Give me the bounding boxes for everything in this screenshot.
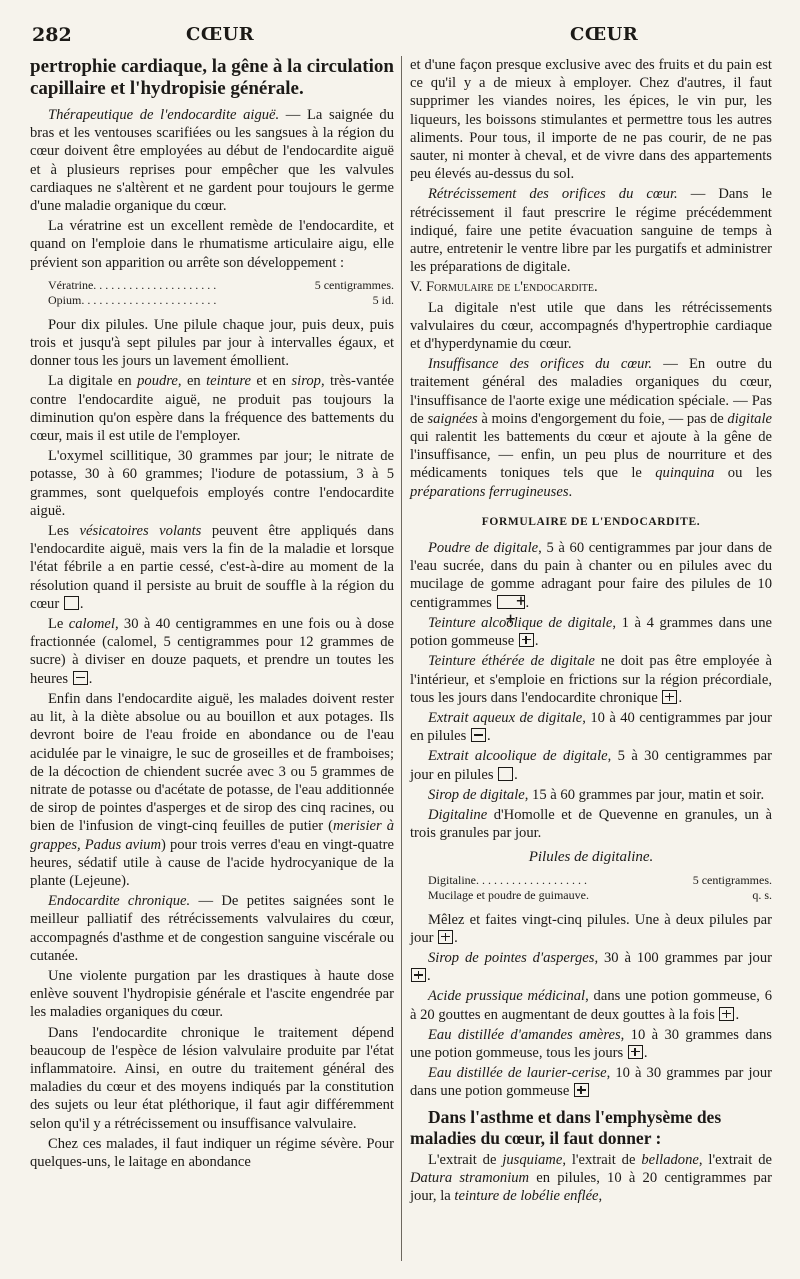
formula-digitalis-tincture: Teinture alcoolique de digitale, 1 à 4 grammes dans une potion gommeuse . (410, 614, 772, 650)
double-plus-icon (497, 595, 525, 609)
section-head: Rétrécissement des orifices du cœur. (428, 186, 678, 203)
formula-digitaline: Digitaline d'Homolle et de Quevenne en granules, un à trois granules par jour. (410, 806, 772, 842)
square-plus-icon (719, 1007, 734, 1021)
formula-alcoholic-extract: Extrait alcoolique de digitale, 5 à 30 centigrammes par jour en pilules . (410, 748, 772, 783)
formula-syrup: Sirop de digitale, 15 à 60 grammes par jour, matin et soir. (428, 786, 765, 803)
paragraph-insufficiency: Insuffisance des orifices du cœur. — En outre du traitement général des maladies organiques du cœur, l'insuffisance de l'aorte exige une médication spéciale. — Pas de saignées à moins d'engorgement du foie, — pas de digitale qui ralentit les battements du cœur et ajoute à la gêne de l'insuffisance, — enfin, un peu plus de nourriture et des médicaments toniques tels que le quinquina ou les préparations ferrugineuses. (410, 356, 772, 500)
prescription-line: Opium. . . . . . . . . . . . . . . . . . . . . . . 5 id. (48, 292, 394, 307)
formula-digitalis-powder: Poudre de digitale, 5 à 60 centigrammes par jour dans de l'eau sucrée, dans du pain à chanter ou en pilules avec du mucilage de gomme adragant pour faire des pilules de 10 centigrammes + + . (410, 539, 772, 612)
prescription-line: Vératrine. . . . . . . . . . . . . . . . . . . . . 5 centigrammes. (48, 277, 394, 292)
pills-title: Pilules de digitaline. (528, 849, 654, 866)
square-symbol-icon (498, 767, 513, 781)
paragraph-pills: Pour dix pilules. Une pilule chaque jour, puis deux, puis trois et jusqu'à sept pilules par jour à intervalles égaux, et donner tous les jours un lavement émollient. (30, 316, 394, 370)
paragraph-chronic-treatment: Dans l'endocardite chronique le traitement dépend beaucoup de l'espèce de lésion valvulaire produite par l'état inflammatoire. Ainsi, en outre du traitement général des maladies du cœur et des moyens indiqués par la constitution des sujets ou leur état pléthorique, il faut agir différemment selon qu'il y a rétrécissement ou insuffisance valvulaire. (30, 1024, 394, 1132)
paragraph-veratrine: La vératrine est un excellent remède de l'endocardite, et quand on l'emploie dans le rhumatisme articulaire aigu, elle prévient son apparition ou arrête son développement : (30, 218, 394, 271)
formula-laurel-water: Eau distillée de laurier-cerise, 10 à 30 grammes par jour dans une potion gommeuse (410, 1065, 772, 1100)
formula-asparagus: Sirop de pointes d'asperges, 30 à 100 grammes par jour . (410, 949, 772, 985)
formula-aqueous-extract: Extrait aqueux de digitale, 10 à 40 centigrammes par jour en pilules . (410, 709, 773, 745)
asthma-heading: Dans l'asthme et dans l'emphysème des maladies du cœur, il faut donner : (410, 1106, 722, 1148)
right-column (410, 56, 772, 1207)
paragraph-regime-cont: et d'une façon presque exclusive avec des fruits et du pain est ce qu'il y a de mieux à employer. Chez d'autres, il faut supprimer les viandes noires, les épices, le vin pur, les liqueurs, les boissons stimulantes et permettre tous les autres aliments. Pour tous, il importe de ne pas courir, de ne pas sauter, ni monter à cheval, et de vivre dans des appartements peu élevés au-dessus du sol. (410, 57, 772, 183)
paragraph-regime: Chez ces malades, il faut indiquer un régime sévère. Pour quelques-uns, le laitage en abondance (30, 1135, 394, 1170)
square-plus-icon (519, 633, 534, 647)
paragraph-chronic: Endocardite chronique. — De petites saignées sont le meilleur palliatif des rétrécissements valvulaires du cœur, accompagnés d'asthme et de congestion sanguine viscérale ou cutanée. (30, 893, 394, 964)
prescription-digitaline (428, 873, 772, 903)
square-minus-icon (73, 671, 88, 685)
continued-heading: pertrophie cardiaque, la gêne à la circulation capillaire et l'hydropisie générale. (30, 56, 394, 99)
paragraph-digitalis: La digitale en poudre, en teinture et en sirop, très-vantée contre l'endocardite aiguë, ne produit pas toujours la diminution qu'on espère dans la fréquence des battements du cœur, mais il est utile de l'employer. (30, 373, 394, 445)
paragraph-purgation: Une violente purgation par les drastiques à haute dose enlève souvent l'hydropisie générale et l'ascite engendrée par les maladies organiques du cœur. (30, 967, 394, 1021)
formulary-heading: FORMULAIRE DE L'ENDOCARDITE. (481, 515, 701, 528)
running-header (0, 24, 800, 54)
paragraph-acute-therapy: Thérapeutique de l'endocardite aiguë. — La saignée du bras et les ventouses scarifiées ou les sangsues à la région du cœur doivent être employées au début de l'endocardite aiguë et à plusieurs reprises pour empêcher que les valvules cardiaques ne s'altèrent et ne gardent pour toujours le germe d'une maladie organique du cœur. (30, 107, 394, 215)
square-symbol-icon (64, 596, 79, 610)
square-plus-icon (438, 930, 453, 944)
paragraph-digitalis-use: La digitale n'est utile que dans les rétrécissements valvulaires du cœur, accompagnés d'hypertrophie cardiaque et d'hyperdynamie du cœur. (410, 299, 772, 353)
section-heading-v: V. Formulaire de l'endocardite. (410, 279, 598, 296)
formula-ether-tincture: Teinture éthérée de digitale ne doit pas être employée à l'intérieur, et s'emploie en frictions sur la région précordiale, tous les jours dans l'endocardite chronique . (410, 653, 772, 706)
formula-prussic-acid: Acide prussique médicinal, dans une potion gommeuse, 6 à 20 gouttes en augmentant de deux gouttes à la fois . (410, 988, 772, 1023)
formula-mix: Mêlez et faites vingt-cinq pilules. Une à deux pilules par jour . (410, 911, 772, 946)
paragraph-diet: Enfin dans l'endocardite aiguë, les malades doivent rester au lit, à la diète absolue ou au bouillon et aux potages. Ils devront boire de l'eau froide en abondance ou de l'eau acidulée par le vinaigre, le suc de groseilles et de framboises; de la décoction de chiendent sucrée avec 3 ou 5 grammes de nitrate de potasse ou d'acétate de potasse, de l'eau additionnée de sirop de pointes d'asperges et de sirop des cinq racines, ou bien de l'infusion de vingt-cinq feuilles de putier (merisier à grappes, Padus avium) pour trois verres d'eau en vingt-quatre heures, sédatif utile à cause de l'acide hydrocyanique de la plante (Lejeune). (30, 690, 394, 889)
prescription-line: Mucilage et poudre de guimauve. q. s. (428, 887, 772, 902)
square-plus-icon (628, 1045, 643, 1059)
section-head: Insuffisance des orifices du cœur. (428, 356, 653, 373)
left-column (30, 56, 394, 1173)
running-title-right: CŒUR (570, 24, 639, 45)
paragraph-vesicatoires: Les vésicatoires volants peuvent être appliqués dans l'endocardite aiguë, mais vers la fin de la maladie et lorsque l'état fébrile a en partie cessé, c'est-à-dire au moment de la résolution quand il persiste au bruit de souffle à la région du cœur . (30, 523, 394, 612)
square-plus-icon (411, 968, 426, 982)
section-head: Endocardite chronique. (48, 893, 191, 910)
paragraph-oxymel: L'oxymel scillitique, 30 grammes par jour; le nitrate de potasse, 30 à 60 grammes; l'iodure de potassium, 3 à 5 grammes, sont quelquefois employés contre l'endocardite aiguë. (30, 448, 394, 519)
section-head: Thérapeutique de l'endocardite aiguë. (48, 107, 280, 123)
formula-almond-water: Eau distillée d'amandes amères, 10 à 30 grammes dans une potion gommeuse, tous les jours . (410, 1026, 772, 1061)
running-title-left: CŒUR (186, 24, 255, 45)
paragraph-extracts: L'extrait de jusquiame, l'extrait de belladone, l'extrait de Datura stramonium en pilules, 10 à 20 centigrammes par jour, la teinture de lobélie enflée, (410, 1151, 773, 1204)
page-number: 282 (32, 24, 72, 46)
square-plus-icon (662, 690, 677, 704)
prescription-line: Digitaline. . . . . . . . . . . . . . . . . . . 5 centigrammes. (428, 872, 772, 887)
prescription-veratrine (48, 278, 394, 308)
paragraph-stenosis: Rétrécissement des orifices du cœur. — Dans le rétrécissement il faut prescrire le régime précédemment indiqué, faire une petite évacuation sanguine de temps à autre, entretenir le ventre libre par les purgatifs et administrer les préparations de digitale. (410, 186, 772, 276)
column-divider (401, 56, 402, 1261)
square-minus-icon (471, 728, 486, 742)
paragraph-calomel: Le calomel, 30 à 40 centigrammes en une fois ou à dose fractionnée (calomel, 5 centigrammes pour 12 grammes de sucre) à diviser en douze paquets, et prendre un toutes les heures . (30, 616, 394, 687)
square-plus-icon (574, 1083, 589, 1097)
